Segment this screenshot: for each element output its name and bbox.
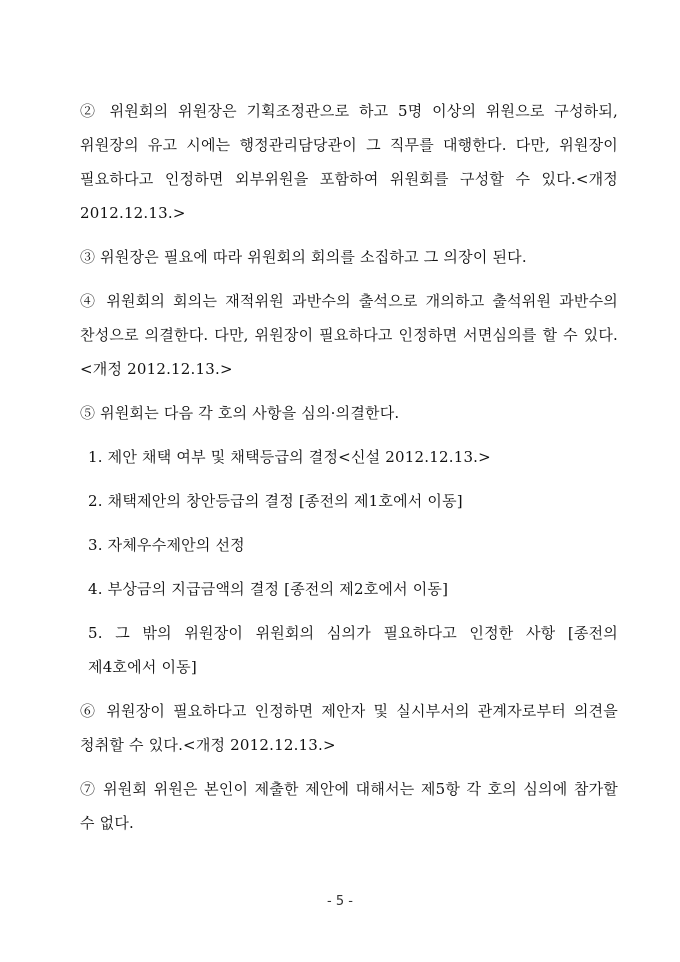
paragraph-7: ⑦ 위원회 위원은 본인이 제출한 제안에 대해서는 제5항 각 호의 심의에 참가할 수 없다. [80,780,618,832]
paragraph-4: ④ 위원회의 회의는 재적위원 과반수의 출석으로 개의하고 출석위원 과반수의 찬성으로 의결한다. 다만, 위원장이 필요하다고 인정하면 서면심의를 할 수 있다.<개정 2012.12.13.> [80,292,618,378]
list-item-4: 4. 부상금의 지급금액의 결정 [종전의 제2호에서 이동] [88,580,449,598]
paragraph-3: ③ 위원장은 필요에 따라 위원회의 회의를 소집하고 그 의장이 된다. [80,248,527,266]
paragraph-5: ⑤ 위원회는 다음 각 호의 사항을 심의·의결한다. [80,404,400,422]
paragraph-6: ⑥ 위원장이 필요하다고 인정하면 제안자 및 실시부서의 관계자로부터 의견을 청취할 수 있다.<개정 2012.12.13.> [80,702,618,754]
paragraph-2: ② 위원회의 위원장은 기획조정관으로 하고 5명 이상의 위원으로 구성하되, 위원장의 유고 시에는 행정관리담당관이 그 직무를 대행한다. 다만, 위원장이 필요하다고 인정하면 외부위원을 포함하여 위원회를 구성할 수 있다.<개정 2012.12.13.> [80,102,618,222]
list-item-1: 1. 제안 채택 여부 및 채택등급의 결정<신설 2012.12.13.> [88,448,491,466]
list-item-2: 2. 채택제안의 창안등급의 결정 [종전의 제1호에서 이동] [88,492,463,510]
list-item-5: 5. 그 밖의 위원장이 위원회의 심의가 필요하다고 인정한 사항 [종전의 제4호에서 이동] [88,624,618,676]
page-number: - 5 - [327,894,353,909]
document-body [80,94,618,850]
list-item-3: 3. 자체우수제안의 선정 [88,536,245,554]
